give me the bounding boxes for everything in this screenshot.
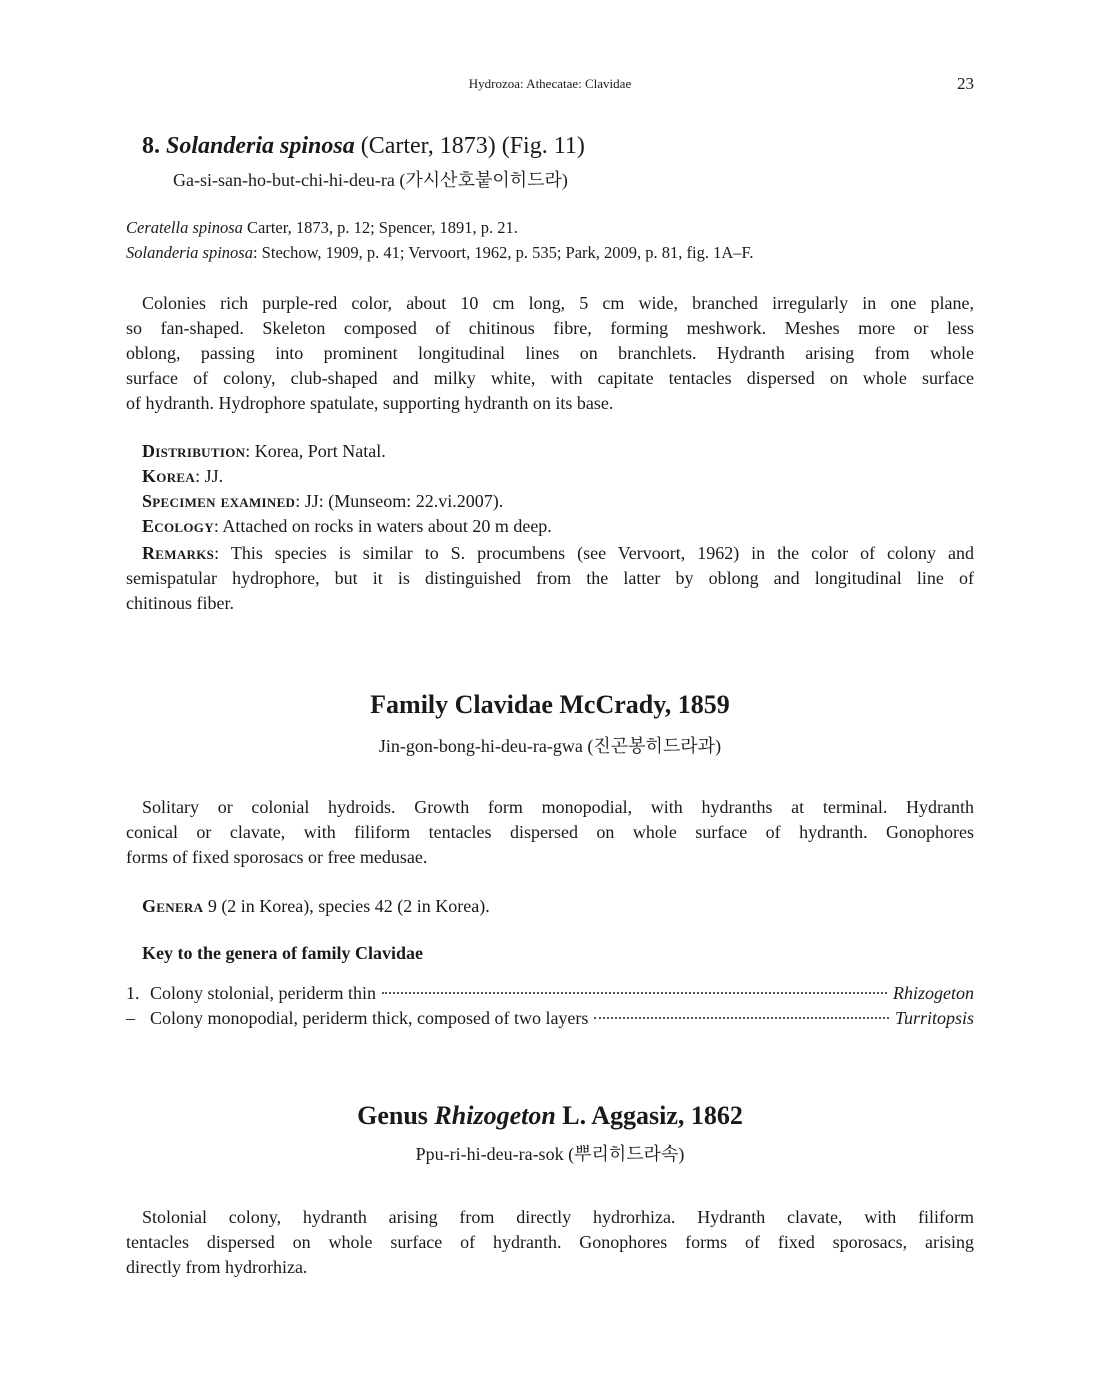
key-taxon: Rhizogeton (893, 983, 974, 1003)
key-title: Key to the genera of family Clavidae (142, 943, 423, 963)
family-heading: Family Clavidae McCrady, 1859 (370, 690, 730, 719)
distribution-field (142, 441, 386, 462)
korea-label: Korea (142, 466, 196, 486)
key-couplet-number: 1. (126, 983, 140, 1003)
genus-title-name: Rhizogeton (434, 1101, 556, 1130)
text-line: Colonies rich purple-red color, about 10 cm long, 5 cm wide, branched irregularly in one plane, (142, 293, 974, 313)
distribution-label: Distribution (142, 441, 246, 461)
synonym-refs: : Stechow, 1909, p. 41; Vervoort, 1962, p. 535; Park, 2009, p. 81, fig. 1A–F. (252, 243, 754, 262)
page-number: 23 (957, 74, 974, 93)
text-line: of hydranth. Hydrophore spatulate, supporting hydranth on its base. (126, 393, 614, 413)
text-line: semispatular hydrophore, but it is distinguished from the latter by oblong and longitudinal line of (126, 568, 974, 588)
species-number: 8. (142, 133, 160, 159)
synonym-line (126, 243, 754, 263)
species-name: Solanderia spinosa (166, 133, 355, 159)
species-authority: (Carter, 1873) (Fig. 11) (360, 133, 585, 159)
genera-text: 9 (2 in Korea), species 42 (2 in Korea). (203, 896, 490, 916)
key-text: Colony stolonial, periderm thin (150, 983, 376, 1003)
ecology-label: Ecology (142, 516, 214, 536)
synonym-name: Ceratella spinosa (126, 218, 243, 237)
text-line: Solitary or colonial hydroids. Growth form monopodial, with hydranths at terminal. Hydranth (142, 797, 974, 817)
running-head: Hydrozoa: Athecatae: Clavidae (468, 76, 632, 91)
specimen-value: : JJ: (Munseom: 22.vi.2007). (295, 491, 504, 511)
text-line: directly from hydrorhiza. (126, 1257, 308, 1277)
genus-title-prefix: Genus (357, 1101, 435, 1130)
key-row (126, 983, 974, 1004)
species-korean-name: Ga-si-san-ho-but-chi-hi-deu-ra (가시산호붙이히드라) (173, 170, 568, 190)
genus-title-suffix: L. Aggasiz, 1862 (555, 1101, 743, 1130)
leader-dots (382, 992, 887, 994)
family-description (126, 795, 974, 870)
text-line: surface of colony, club-shaped and milky white, with capitate tentacles dispersed on whole surface (126, 368, 974, 388)
specimen-label: Specimen examined (142, 491, 296, 511)
genera-label: Genera (142, 896, 204, 916)
key-text: Colony monopodial, periderm thick, composed of two layers (150, 1008, 589, 1028)
family-korean-name: Jin-gon-bong-hi-deu-ra-gwa (진곤봉히드라과) (378, 736, 722, 756)
korea-value: : JJ. (195, 466, 224, 486)
genus-description (126, 1205, 974, 1280)
specimen-field (142, 491, 503, 512)
synonym-line (126, 218, 518, 238)
text-line: oblong, passing into prominent longitudinal lines on branchlets. Hydranth arising from whole (126, 343, 974, 363)
leader-dots (594, 1017, 889, 1019)
species-description (126, 291, 974, 416)
key-couplet-number: – (126, 1008, 135, 1028)
remarks-label: Remarks (142, 543, 215, 563)
text-line: chitinous fiber. (126, 593, 234, 613)
synonym-refs: Carter, 1873, p. 12; Spencer, 1891, p. 21. (242, 218, 518, 237)
ecology-value: : Attached on rocks in waters about 20 m deep. (213, 516, 552, 536)
korea-field (142, 466, 223, 487)
genus-heading (126, 1101, 974, 1131)
text-line: forms of fixed sporosacs or free medusae. (126, 847, 428, 867)
key-taxon: Turritopsis (894, 1008, 974, 1028)
text-line: Stolonial colony, hydranth arising from directly hydrorhiza. Hydranth clavate, with filiform (142, 1207, 974, 1227)
remarks-text: : This species is similar to S. procumbens (see Vervoort, 1962) in the color of colony and (214, 543, 974, 563)
text-line: conical or clavate, with filiform tentacles dispersed on whole surface of hydranth. Gonophores (126, 822, 974, 842)
synonym-name: Solanderia spinosa (126, 243, 253, 262)
key-row (126, 1008, 974, 1029)
text-line: so fan-shaped. Skeleton composed of chitinous fibre, forming meshwork. Meshes more or less (126, 318, 974, 338)
distribution-value: : Korea, Port Natal. (245, 441, 386, 461)
species-heading (142, 133, 585, 160)
genera-count (142, 896, 490, 917)
genus-korean-name: Ppu-ri-hi-deu-ra-sok (뿌리히드라속) (415, 1144, 685, 1164)
remarks-field (126, 541, 974, 616)
text-line: tentacles dispersed on whole surface of hydranth. Gonophores forms of fixed sporosacs, arising (126, 1232, 974, 1252)
ecology-field (142, 516, 552, 537)
text-line (126, 541, 974, 566)
